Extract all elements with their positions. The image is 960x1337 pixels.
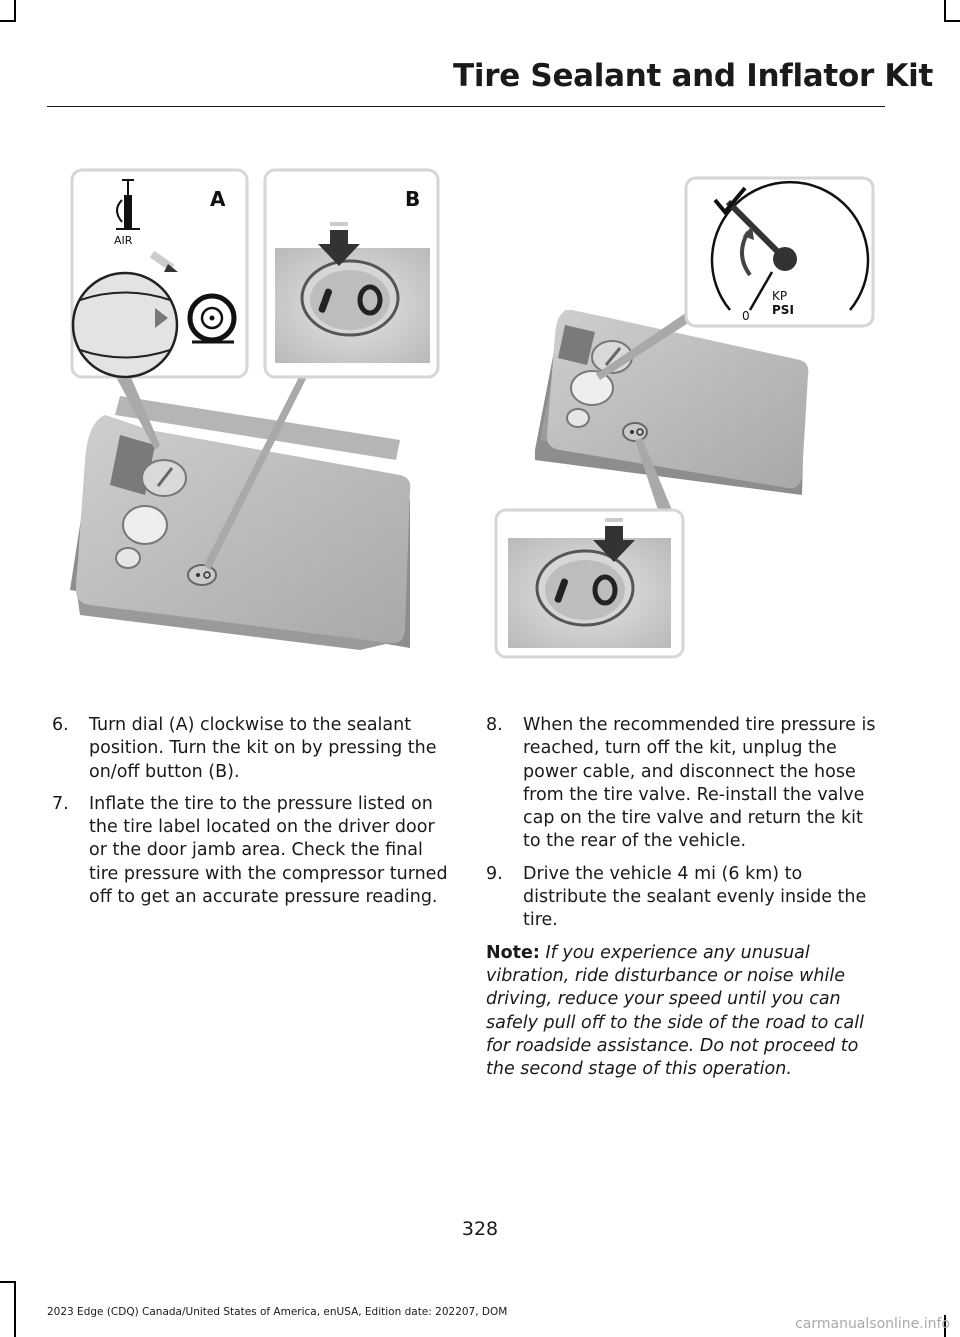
callout-power-button <box>496 510 683 657</box>
page-number: 328 <box>461 1218 499 1240</box>
title-divider <box>47 106 885 107</box>
note-text: If you experience any unusual vibration, ride disturbance or noise while driving, reduce your speed until you can safely pull off to the side of the road to call for roadside assistance. Do not proceed to the second stage of this operation. <box>486 942 864 1080</box>
step-text: Turn dial (A) clockwise to the sealant position. Turn the kit on by pressing the on/off button (B). <box>89 715 437 782</box>
callout-b-button <box>265 170 438 377</box>
label-a: A <box>210 187 226 211</box>
kp-label: KP <box>772 289 788 303</box>
step-item <box>52 714 457 784</box>
step-item <box>486 714 883 854</box>
callout-gauge <box>686 178 873 326</box>
crop-mark <box>0 1281 16 1283</box>
crop-mark <box>14 1281 16 1337</box>
step-number: 8. <box>486 715 503 735</box>
air-label: AIR <box>114 234 133 247</box>
zero-label: 0 <box>742 309 750 323</box>
power-button-icon <box>302 261 398 335</box>
step-list <box>52 714 457 909</box>
step-text: Inflate the tire to the pressure listed on the tire label located on the driver door or the door jamb area. Check the final tire pressure with the compressor turned off to get an accurate pressure reading. <box>89 793 448 908</box>
step-number: 7. <box>52 793 69 814</box>
inflator-kit-right <box>535 310 808 495</box>
power-button-icon <box>537 551 633 625</box>
tire-icon <box>190 296 234 342</box>
step-list <box>486 714 883 933</box>
tire-kit-illustration <box>60 160 890 670</box>
label-b: B <box>405 187 421 211</box>
footer: 2023 Edge (CDQ) Canada/United States of America, enUSA, Edition date: 202207, DOM <box>47 1306 508 1318</box>
note-label: Note: <box>486 942 540 963</box>
step-item <box>52 793 457 909</box>
crop-mark <box>944 20 960 22</box>
crop-mark <box>944 0 946 22</box>
watermark: carmanualsonline.info <box>795 1316 950 1332</box>
step-number: 6. <box>52 715 69 735</box>
right-column <box>486 714 883 1081</box>
step-item <box>486 863 883 933</box>
crop-mark <box>0 20 16 22</box>
callout-a-dial <box>72 170 247 377</box>
psi-label: PSI <box>772 303 794 317</box>
step-text: When the recommended tire pressure is reached, turn off the kit, unplug the power cable, and disconnect the hose from the tire valve. Re-install the valve cap on the tire valve and return the kit to the rear of the vehicle. <box>523 715 876 852</box>
step-number: 9. <box>486 863 503 884</box>
page-title: Tire Sealant and Inflator Kit <box>453 58 933 94</box>
note <box>486 942 883 1082</box>
left-column <box>52 714 457 918</box>
crop-mark <box>14 0 16 22</box>
inflator-kit-left <box>70 396 410 650</box>
step-text: Drive the vehicle 4 mi (6 km) to distribute the sealant evenly inside the tire. <box>523 863 867 931</box>
